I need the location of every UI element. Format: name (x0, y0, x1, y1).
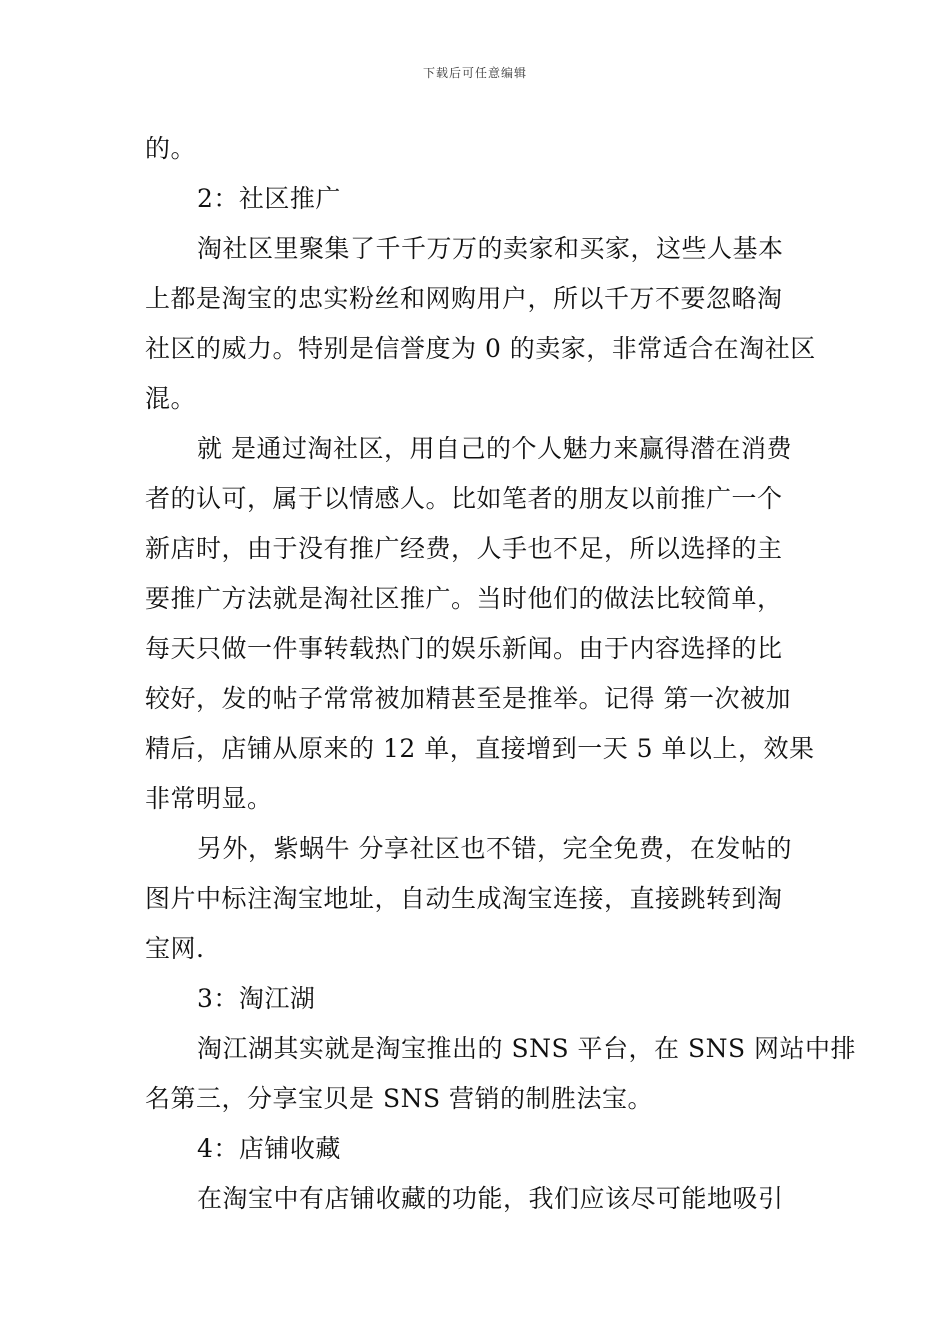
text-line: 名第三，分享宝贝是 SNS 营销的制胜法宝。 (145, 1084, 654, 1113)
document-body (145, 124, 857, 1224)
text-line: 4：店铺收藏 (197, 1134, 341, 1163)
text-line: 精后，店铺从原来的 12 单，直接增到一天 5 单以上，效果 (145, 734, 815, 763)
text-line: 就 是通过淘社区，用自己的个人魅力来赢得潜在消费 (197, 434, 792, 463)
page-header: 下载后可任意编辑 (422, 66, 527, 80)
text-line: 在淘宝中有店铺收藏的功能，我们应该尽可能地吸引 (197, 1184, 784, 1213)
text-line: 2：社区推广 (197, 184, 341, 213)
text-line: 淘江湖其实就是淘宝推出的 SNS 平台，在 SNS 网站中排 (197, 1034, 857, 1063)
paragraph (145, 174, 810, 224)
text-line: 另外，紫蜗牛 分享社区也不错，完全免费，在发帖的 (197, 834, 792, 863)
paragraph (145, 1124, 810, 1174)
text-line: 较好，发的帖子常常被加精甚至是推举。记得 第一次被加 (145, 684, 791, 713)
text-line: 非常明显。 (145, 784, 273, 813)
paragraph (145, 1024, 857, 1124)
text-line: 淘社区里聚集了千千万万的卖家和买家，这些人基本 (197, 234, 784, 263)
text-line: 宝网. (145, 934, 205, 963)
paragraph (145, 974, 810, 1024)
text-line: 图片中标注淘宝地址，自动生成淘宝连接，直接跳转到淘 (145, 884, 783, 913)
paragraph (145, 1174, 810, 1224)
text-line: 要推广方法就是淘社区推广。当时他们的做法比较简单， (145, 584, 783, 613)
text-line: 社区的威力。特别是信誉度为 0 的卖家，非常适合在淘社区 (145, 334, 816, 363)
text-line: 3：淘江湖 (197, 984, 316, 1013)
text-line: 新店时，由于没有推广经费，人手也不足，所以选择的主 (145, 534, 783, 563)
paragraph (145, 424, 815, 824)
text-line: 混。 (145, 384, 197, 413)
text-line: 上都是淘宝的忠实粉丝和网购用户，所以千万不要忽略淘 (145, 284, 783, 313)
paragraph (145, 824, 810, 974)
paragraph (145, 124, 810, 174)
text-line: 每天只做一件事转载热门的娱乐新闻。由于内容选择的比 (145, 634, 783, 663)
paragraph (145, 224, 816, 424)
text-line: 的。 (145, 134, 197, 163)
text-line: 者的认可，属于以情感人。比如笔者的朋友以前推广一个 (145, 484, 783, 513)
